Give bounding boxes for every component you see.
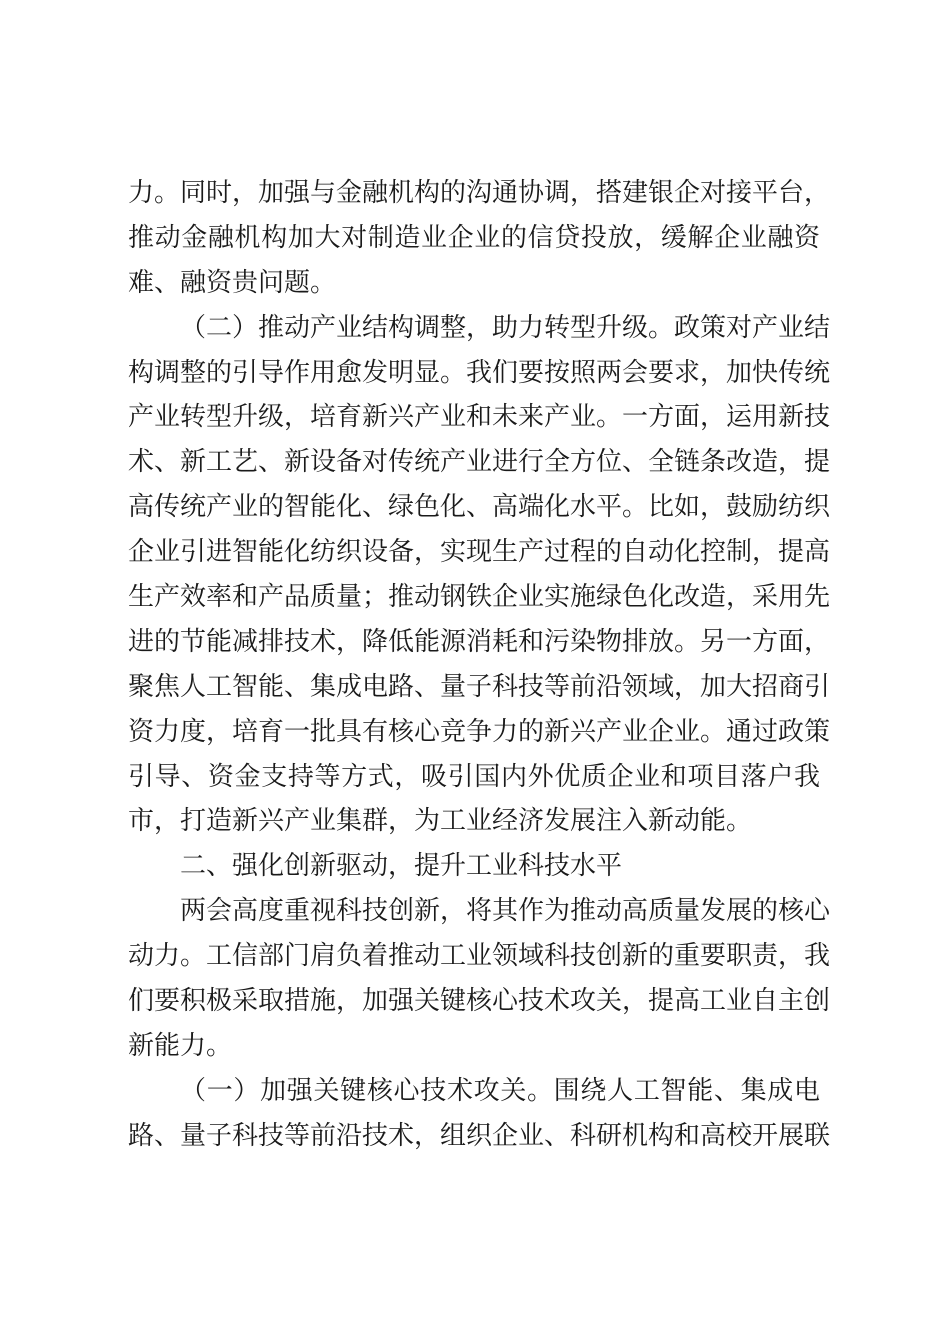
text-line: 进的节能减排技术，降低能源消耗和污染物排放。另一方面， [128, 626, 831, 657]
section-heading: 二、强化创新驱动，提升工业科技水平 [180, 851, 623, 882]
text-line: 推动金融机构加大对制造业企业的信贷投放，缓解企业融资 [128, 222, 820, 253]
body-text [128, 171, 831, 1159]
text-line: 资力度，培育一批具有核心竞争力的新兴产业企业。通过政策 [128, 716, 831, 747]
section-heading-line: （一）加强关键核心技术攻关。围绕人工智能、集成电 [180, 1075, 820, 1106]
text-line: 构调整的引导作用愈发明显。我们要按照两会要求，加快传统 [128, 357, 831, 388]
text-line: 力。同时，加强与金融机构的沟通协调，搭建银企对接平台， [128, 178, 831, 208]
text-line: 路、量子科技等前沿技术，组织企业、科研机构和高校开展联 [128, 1120, 831, 1151]
text-line: 新能力。 [128, 1030, 233, 1061]
text-line: 企业引进智能化纺织设备，实现生产过程的自动化控制，提高 [128, 537, 831, 568]
section-heading-line: （二）推动产业结构调整，助力转型升级。政策对产业结 [180, 312, 831, 343]
text-line: 两会高度重视科技创新，将其作为推动高质量发展的核心 [180, 896, 831, 927]
text-line: 难、融资贵问题。 [128, 267, 337, 298]
text-line: 动力。工信部门肩负着推动工业领域科技创新的重要职责，我 [128, 941, 831, 972]
text-line: 产业转型升级，培育新兴产业和未来产业。一方面，运用新技 [128, 402, 831, 433]
text-line: 聚焦人工智能、集成电路、量子科技等前沿领域，加大招商引 [128, 671, 831, 702]
text-line: 们要积极采取措施，加强关键核心技术攻关，提高工业自主创 [128, 986, 831, 1017]
text-line: 高传统产业的智能化、绿色化、高端化水平。比如，鼓励纺织 [128, 492, 831, 523]
text-line: 引导、资金支持等方式，吸引国内外优质企业和项目落户我 [128, 761, 820, 792]
text-line: 生产效率和产品质量；推动钢铁企业实施绿色化改造，采用先 [128, 582, 831, 613]
text-line: 术、新工艺、新设备对传统产业进行全方位、全链条改造，提 [128, 447, 831, 478]
text-line: 市，打造新兴产业集群，为工业经济发展注入新动能。 [128, 806, 753, 837]
